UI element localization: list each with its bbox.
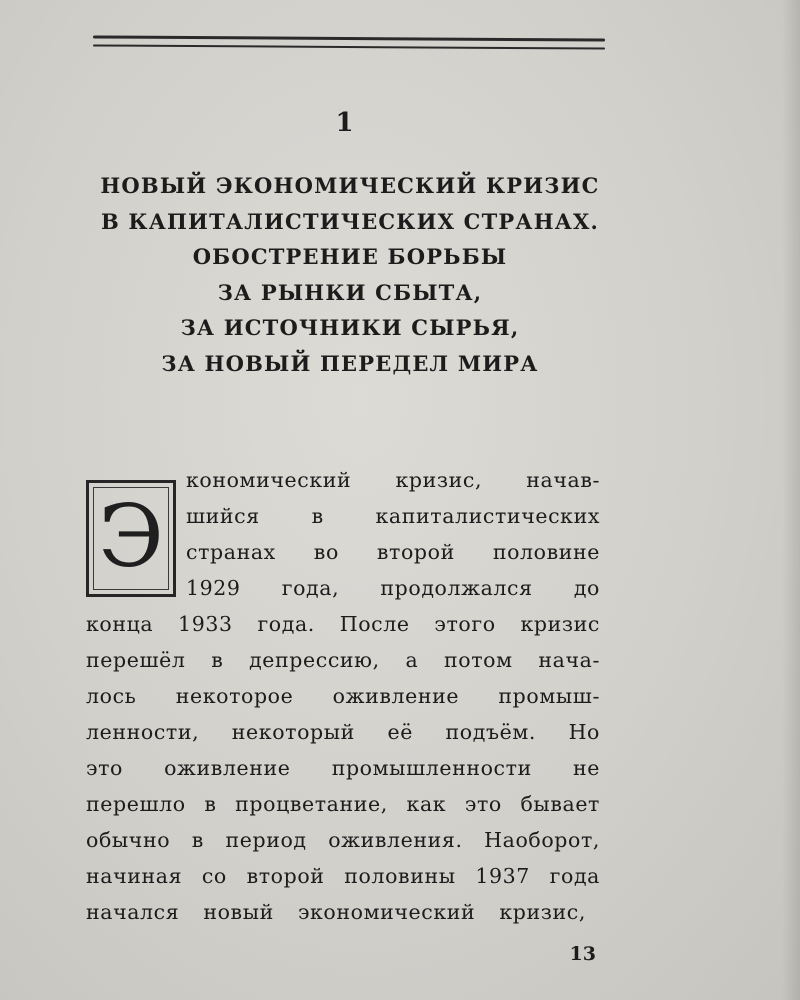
chapter-title-line: В КАПИТАЛИСТИЧЕСКИХ СТРАНАХ. <box>100 208 600 234</box>
body-text-line: лось некоторое оживление промыш- <box>86 684 600 708</box>
header-rule-bottom <box>93 44 605 49</box>
body-text-line: обычно в период оживления. Наоборот, <box>86 828 600 852</box>
body-text-line: начиная со второй половины 1937 года <box>86 864 600 888</box>
body-text-line: это оживление промышленности не <box>86 756 600 780</box>
body-text-line: ленности, некоторый её подъём. Но <box>86 720 600 744</box>
drop-cap-frame <box>86 480 176 597</box>
drop-cap-letter: Э <box>98 486 164 587</box>
chapter-title <box>90 168 610 381</box>
chapter-number: 1 <box>335 108 355 138</box>
chapter-title-line: НОВЫЙ ЭКОНОМИЧЕСКИЙ КРИЗИС <box>100 173 600 198</box>
body-text-line: перешло в процветание, как это бывает <box>86 792 600 816</box>
drop-cap-inner-border <box>93 487 169 590</box>
body-text-line: перешёл в депрессию, а потом нача- <box>86 648 600 672</box>
chapter-title-line: ЗА ИСТОЧНИКИ СЫРЬЯ, <box>180 315 520 340</box>
chapter-title-line: ОБОСТРЕНИЕ БОРЬБЫ <box>192 244 508 269</box>
chapter-title-line: ЗА НОВЫЙ ПЕРЕДЕЛ МИРА <box>161 350 539 376</box>
body-text-line: кономический кризис, начав- <box>186 468 600 492</box>
body-text-line: начался новый экономический кризис, <box>86 900 586 924</box>
page-edge-shadow <box>782 0 800 1000</box>
body-text-line: странах во второй половине <box>186 540 600 564</box>
page-number: 13 <box>569 943 596 965</box>
chapter-title-line: ЗА РЫНКИ СБЫТА, <box>217 279 483 305</box>
header-rule-top <box>93 35 605 41</box>
body-text-line: конца 1933 года. После этого кризис <box>86 612 600 636</box>
body-text-line: шийся в капиталистических <box>186 504 600 528</box>
body-text-line: 1929 года, продолжался до <box>186 576 600 600</box>
